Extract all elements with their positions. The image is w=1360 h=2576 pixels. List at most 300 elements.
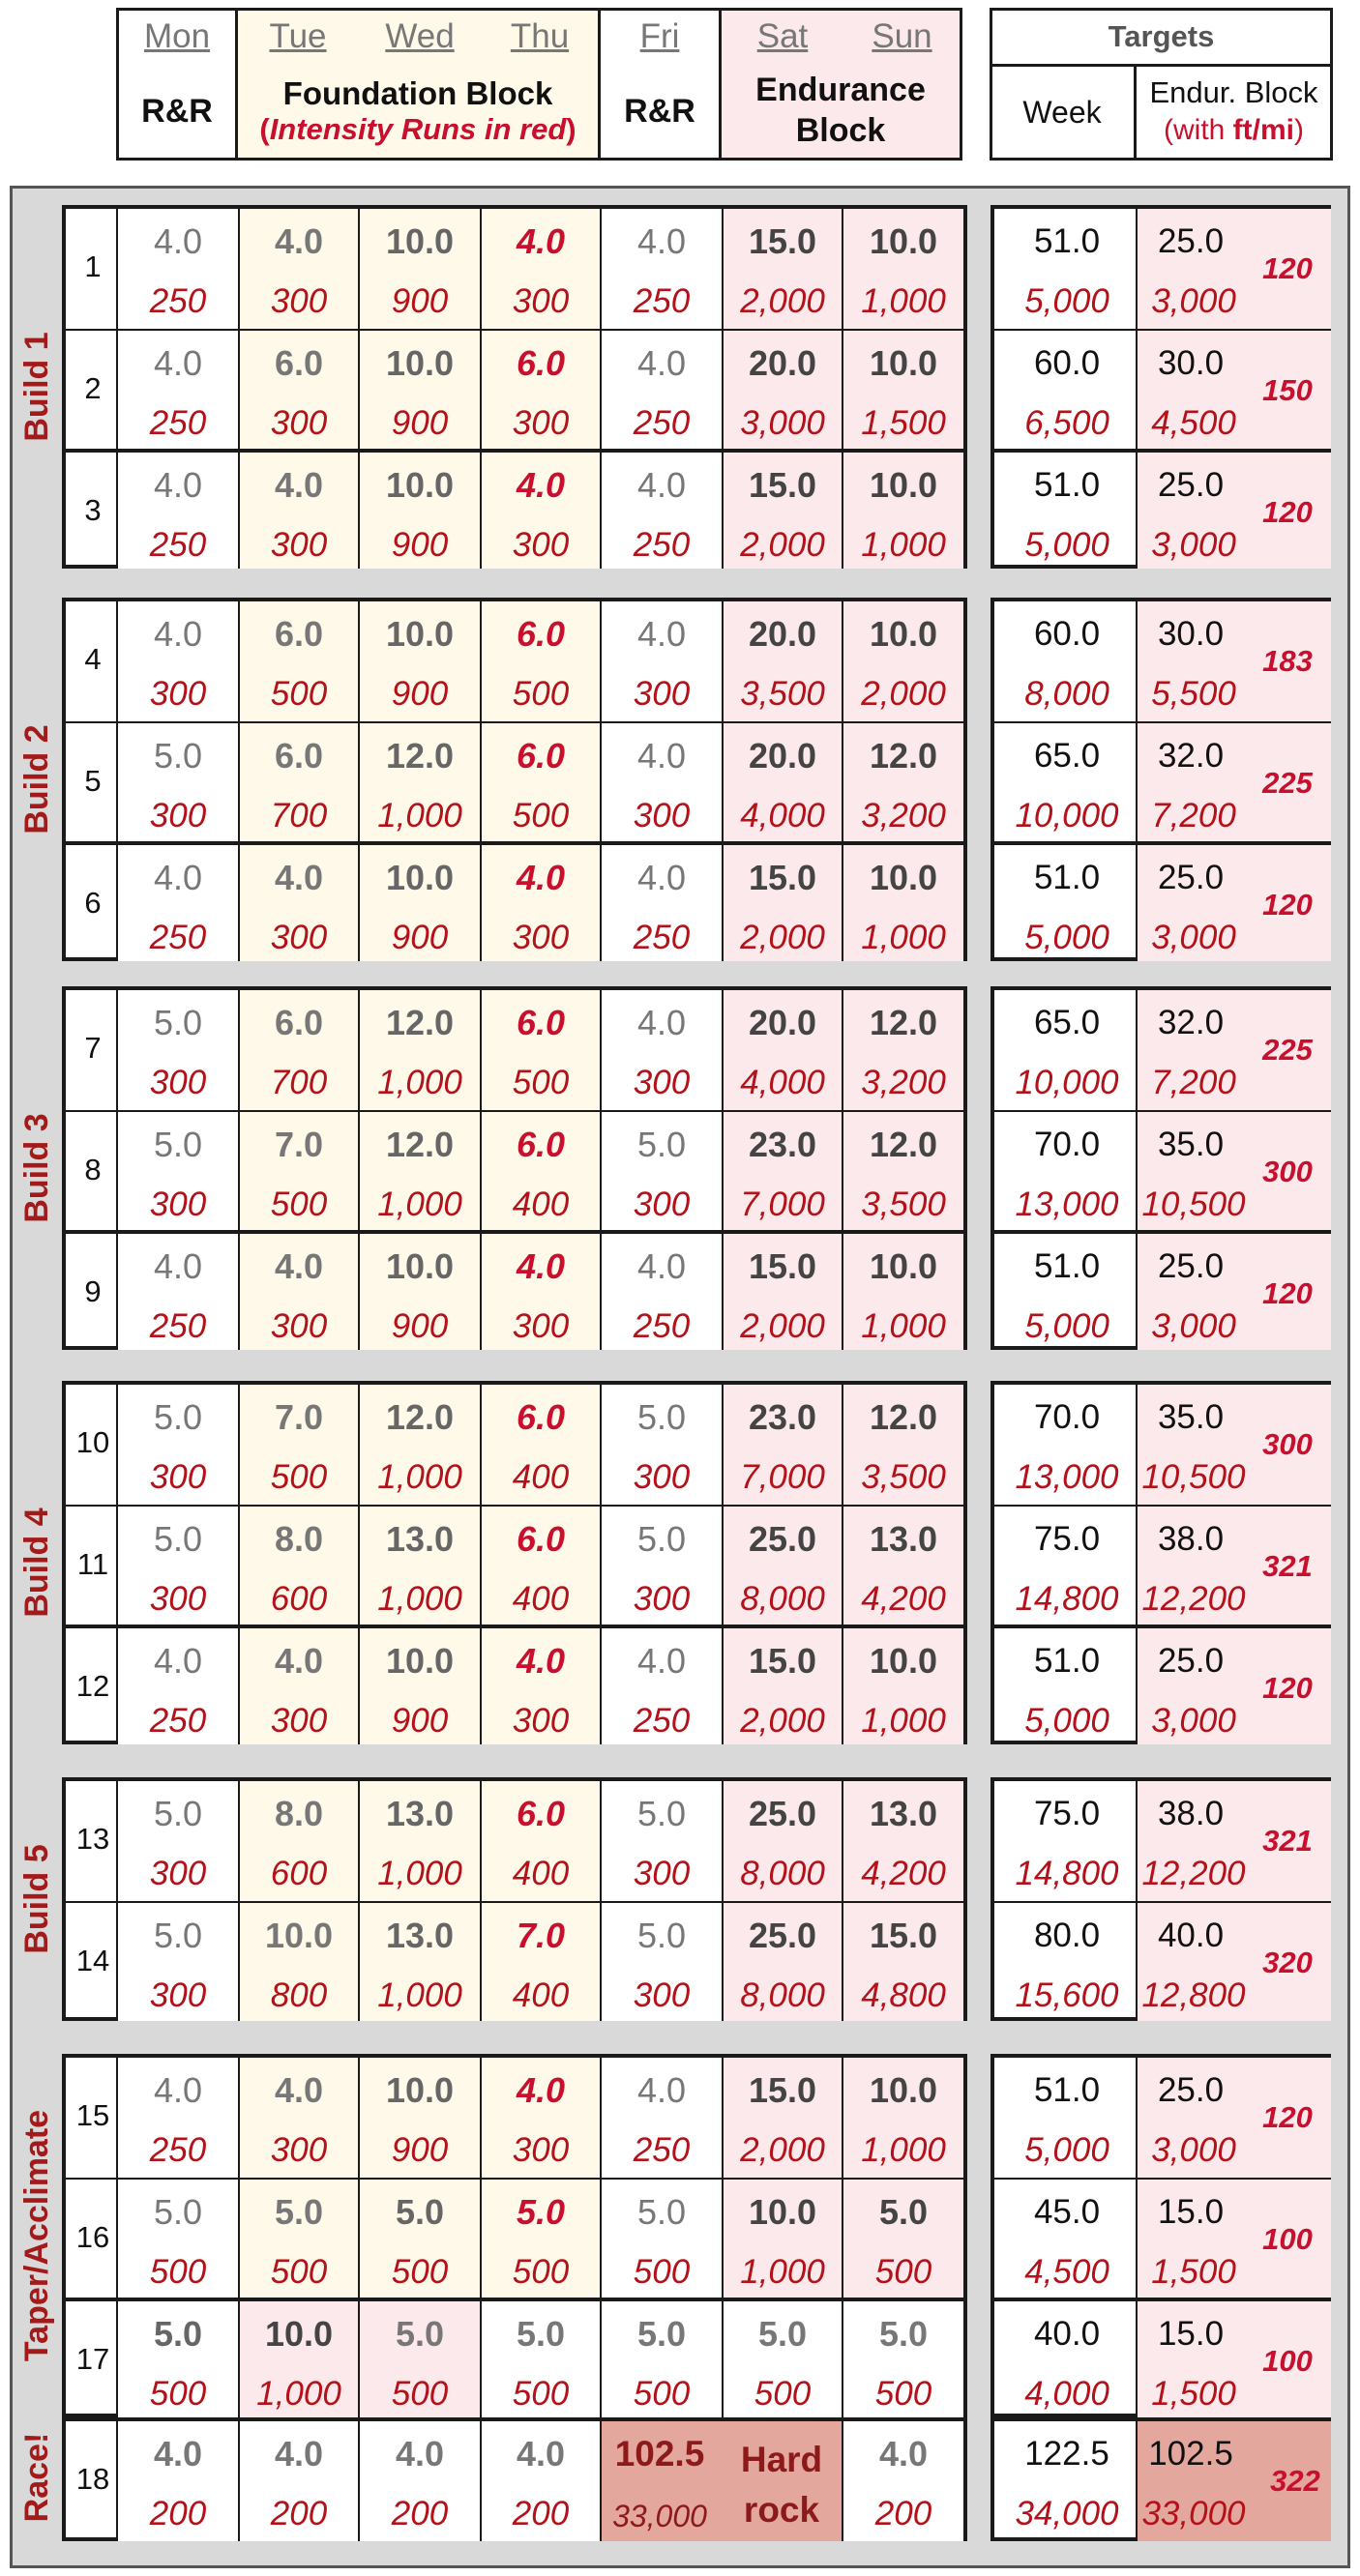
day-elevation: 500 (270, 1186, 328, 1223)
fri-rr-label: R&R (624, 93, 695, 130)
target-week-cell (994, 990, 1139, 1110)
target-week-cell (994, 721, 1139, 841)
target-ftmi: 322 (1270, 2464, 1320, 2498)
day-elevation: 400 (512, 1976, 570, 2014)
day-cell (238, 209, 358, 329)
foundation-title: Foundation Block (282, 75, 553, 111)
day-cell (842, 2178, 963, 2298)
day-cell (480, 2058, 600, 2178)
day-miles: 4.0 (153, 2070, 203, 2110)
day-miles: 6.0 (516, 1519, 566, 1559)
day-cell (722, 1625, 842, 1744)
week-table (62, 1381, 967, 1744)
target-endur-cell (1136, 2178, 1331, 2298)
week-number: 7 (84, 1031, 102, 1065)
day-cell (116, 329, 238, 449)
day-elevation: 250 (633, 1307, 691, 1345)
foundation-note-text: Intensity Runs in red (269, 112, 567, 146)
target-endur-miles: 35.0 (1157, 1126, 1225, 1163)
target-week-miles: 60.0 (1033, 615, 1101, 653)
day-miles: 10.0 (385, 343, 455, 383)
day-mon: Mon (143, 17, 211, 55)
day-elevation: 2,000 (740, 526, 825, 564)
day-cell (358, 2058, 480, 2178)
day-elevation: 600 (270, 1855, 328, 1892)
day-elevation: 1,000 (861, 282, 946, 320)
day-elevation: 7,000 (740, 1186, 825, 1223)
week-number: 15 (75, 2098, 110, 2132)
day-miles: 4.0 (274, 858, 324, 897)
week-number-cell (66, 2058, 120, 2178)
day-miles: 4.0 (274, 1246, 324, 1286)
day-elevation: 250 (149, 282, 207, 320)
day-miles: 5.0 (395, 2314, 445, 2354)
day-elevation: 3,500 (861, 1186, 946, 1223)
day-elevation: 500 (512, 2253, 570, 2291)
target-week-miles: 51.0 (1033, 2071, 1101, 2109)
target-endur-cell (1136, 1385, 1331, 1505)
week-number: 4 (84, 642, 102, 676)
target-week-cell (994, 1110, 1139, 1230)
day-cell (842, 1781, 963, 1901)
target-week-elevation: 10,000 (1015, 1064, 1119, 1101)
day-elevation: 900 (391, 1307, 449, 1345)
week-number: 2 (84, 371, 102, 405)
day-cell (842, 1901, 963, 2021)
day-elevation: 1,000 (377, 1976, 462, 2014)
day-elevation: 500 (391, 2375, 449, 2413)
day-cell (238, 329, 358, 449)
day-cell (600, 1385, 722, 1505)
target-week-cell (994, 1505, 1139, 1625)
day-cell (238, 2058, 358, 2178)
day-sat: Sat (756, 17, 809, 55)
race-name-2: rock (743, 2490, 820, 2530)
day-miles: 5.0 (636, 1519, 687, 1559)
day-cell (722, 329, 842, 449)
day-elevation: 1,000 (377, 1580, 462, 1618)
with-prefix: with (1172, 114, 1233, 146)
target-endur-elevation: 33,000 (1141, 2495, 1246, 2532)
day-miles: 13.0 (385, 1794, 455, 1833)
target-endur-elevation: 7,200 (1151, 1064, 1236, 1101)
day-miles: 4.0 (153, 343, 203, 383)
target-ftmi: 150 (1262, 373, 1313, 407)
day-elevation: 250 (149, 1307, 207, 1345)
day-miles: 4.0 (516, 2434, 566, 2474)
target-endur-elevation: 1,500 (1151, 2253, 1236, 2291)
day-cell (238, 721, 358, 841)
day-cell (600, 601, 722, 721)
week-number-cell (66, 209, 120, 329)
day-cell (842, 1625, 963, 1744)
day-cell (480, 990, 600, 1110)
day-cell (722, 1230, 842, 1350)
target-endur-elevation: 3,000 (1151, 919, 1236, 956)
day-elevation: 600 (270, 1580, 328, 1618)
day-miles: 12.0 (869, 1125, 938, 1164)
target-week-miles: 51.0 (1033, 1247, 1101, 1285)
block-label: Build 1 (18, 332, 55, 442)
day-elevation: 250 (149, 1702, 207, 1740)
day-cell (238, 2421, 358, 2541)
day-elevation: 300 (149, 797, 207, 834)
day-elevation: 400 (512, 1855, 570, 1892)
day-cell (722, 2058, 842, 2178)
target-week-miles: 75.0 (1033, 1520, 1101, 1558)
day-elevation: 300 (633, 1458, 691, 1496)
target-ftmi: 183 (1262, 644, 1313, 678)
day-elevation: 300 (149, 1976, 207, 2014)
day-miles: 10.0 (385, 2070, 455, 2110)
day-cell (600, 209, 722, 329)
day-miles: 10.0 (869, 858, 938, 897)
day-cell (722, 1110, 842, 1230)
day-miles: 5.0 (153, 1916, 203, 1955)
day-cell (116, 2178, 238, 2298)
day-elevation: 2,000 (740, 919, 825, 956)
day-cell (116, 721, 238, 841)
day-elevation: 250 (149, 919, 207, 956)
day-elevation: 250 (149, 2131, 207, 2169)
day-elevation: 500 (149, 2253, 207, 2291)
day-elevation: 300 (149, 1855, 207, 1892)
day-elevation: 500 (512, 1064, 570, 1101)
day-miles: 4.0 (516, 1246, 566, 1286)
target-week-cell (994, 329, 1139, 449)
day-miles: 5.0 (878, 2192, 929, 2232)
week-number-cell (66, 2421, 120, 2541)
day-elevation: 4,200 (861, 1580, 946, 1618)
day-cell (238, 1505, 358, 1625)
day-cell (600, 2058, 722, 2178)
target-endur-elevation: 7,200 (1151, 797, 1236, 834)
day-elevation: 300 (270, 404, 328, 442)
day-cell (238, 1110, 358, 1230)
target-week-cell (994, 2178, 1139, 2298)
day-cell (600, 2421, 842, 2541)
day-miles: 10.0 (385, 221, 455, 261)
day-elevation: 200 (149, 2495, 207, 2532)
day-miles: 4.0 (516, 1641, 566, 1681)
week-number-cell (66, 990, 120, 1110)
day-elevation: 500 (754, 2375, 812, 2413)
day-elevation: 500 (270, 2253, 328, 2291)
day-cell (600, 1230, 722, 1350)
week-number: 1 (84, 249, 102, 283)
day-cell (842, 841, 963, 961)
week-table (62, 986, 967, 1350)
day-cell (358, 1505, 480, 1625)
week-number-cell (66, 1110, 120, 1230)
day-thu: Thu (510, 17, 570, 55)
target-endur-cell (1136, 990, 1331, 1110)
target-week-elevation: 14,800 (1015, 1855, 1119, 1892)
target-week-elevation: 6,500 (1024, 404, 1109, 442)
day-cell (116, 1385, 238, 1505)
day-cell (480, 1781, 600, 1901)
day-elevation: 4,000 (740, 797, 825, 834)
day-miles: 4.0 (274, 221, 324, 261)
day-miles: 15.0 (748, 2070, 817, 2110)
day-miles: 5.0 (636, 2192, 687, 2232)
target-endur-miles: 30.0 (1157, 615, 1225, 653)
target-ftmi: 225 (1262, 766, 1313, 800)
day-miles: 15.0 (748, 1641, 817, 1681)
block-label: Race! (18, 2432, 55, 2523)
target-endur-miles: 38.0 (1157, 1520, 1225, 1558)
day-elevation: 2,000 (740, 282, 825, 320)
day-elevation: 1,000 (377, 1064, 462, 1101)
day-cell (480, 601, 600, 721)
target-endur-cell (1136, 721, 1331, 841)
target-endur-miles: 15.0 (1157, 2193, 1225, 2231)
target-week-cell (994, 2421, 1139, 2541)
day-miles: 12.0 (869, 736, 938, 776)
day-miles: 4.0 (636, 858, 687, 897)
day-miles: 4.0 (153, 1246, 203, 1286)
day-elevation: 8,000 (740, 1580, 825, 1618)
block-label: Build 5 (18, 1844, 55, 1954)
day-cell (480, 449, 600, 569)
day-miles: 5.0 (153, 1794, 203, 1833)
targets-table (990, 598, 1331, 961)
day-miles: 5.0 (153, 1003, 203, 1042)
target-endur-elevation: 4,500 (1151, 404, 1236, 442)
week-number-cell (66, 721, 120, 841)
day-elevation: 3,200 (861, 797, 946, 834)
day-miles: 10.0 (869, 343, 938, 383)
day-cell (238, 1385, 358, 1505)
target-endur-cell (1136, 1505, 1331, 1625)
day-elevation: 3,500 (861, 1458, 946, 1496)
day-elevation: 500 (512, 675, 570, 713)
day-miles: 5.0 (395, 2192, 445, 2232)
day-miles: 6.0 (274, 343, 324, 383)
target-endur-cell (1136, 1781, 1331, 1901)
target-week-miles: 51.0 (1033, 859, 1101, 896)
day-miles: 4.0 (274, 2434, 324, 2474)
week-number: 14 (75, 1944, 110, 1977)
day-miles: 6.0 (516, 1003, 566, 1042)
day-miles: 10.0 (264, 2314, 334, 2354)
day-cell (116, 601, 238, 721)
day-tue: Tue (269, 17, 327, 55)
target-ftmi: 120 (1262, 2100, 1313, 2134)
day-elevation: 250 (149, 404, 207, 442)
day-elevation: 1,000 (377, 1458, 462, 1496)
target-ftmi: 120 (1262, 251, 1313, 285)
day-cell (600, 1781, 722, 1901)
day-miles: 5.0 (153, 2192, 203, 2232)
day-cell (358, 990, 480, 1110)
day-elevation: 250 (633, 2131, 691, 2169)
target-week-elevation: 5,000 (1024, 1702, 1109, 1740)
day-miles: 4.0 (153, 858, 203, 897)
day-cell (722, 2298, 842, 2417)
day-miles: 5.0 (274, 2192, 324, 2232)
target-week-miles: 40.0 (1033, 2315, 1101, 2353)
day-elevation: 900 (391, 526, 449, 564)
day-miles: 13.0 (385, 1519, 455, 1559)
day-elevation: 900 (391, 2131, 449, 2169)
target-endur-miles: 25.0 (1157, 1247, 1225, 1285)
day-elevation: 1,000 (377, 1186, 462, 1223)
day-miles: 4.0 (153, 2434, 203, 2474)
day-elevation: 300 (270, 2131, 328, 2169)
day-elevation: 3,200 (861, 1064, 946, 1101)
target-week-elevation: 5,000 (1024, 2131, 1109, 2169)
day-elevation: 500 (512, 797, 570, 834)
day-miles: 4.0 (636, 614, 687, 654)
target-week-cell (994, 1230, 1139, 1350)
target-endur-elevation: 3,000 (1151, 526, 1236, 564)
day-cell (480, 721, 600, 841)
target-week-cell (994, 1625, 1139, 1744)
day-miles: 10.0 (385, 858, 455, 897)
target-ftmi: 120 (1262, 495, 1313, 529)
target-endur-elevation: 5,500 (1151, 675, 1236, 713)
day-elevation: 900 (391, 282, 449, 320)
day-cell (116, 1110, 238, 1230)
week-table (62, 2054, 967, 2417)
day-elevation: 3,500 (740, 675, 825, 713)
day-miles: 4.0 (636, 2070, 687, 2110)
target-endur-elevation: 12,200 (1141, 1580, 1246, 1618)
target-endur-miles: 25.0 (1157, 2071, 1225, 2109)
target-week-cell (994, 2298, 1139, 2417)
target-ftmi: 120 (1262, 1671, 1313, 1705)
day-miles: 12.0 (385, 1003, 455, 1042)
target-endur-cell (1136, 209, 1331, 329)
target-endur-miles: 30.0 (1157, 344, 1225, 382)
day-cell (600, 1901, 722, 2021)
day-miles: 4.0 (153, 465, 203, 505)
target-endur-miles: 32.0 (1157, 737, 1225, 775)
day-cell (842, 721, 963, 841)
day-cell (358, 449, 480, 569)
targets-title: Targets (1108, 19, 1215, 53)
day-elevation: 300 (512, 2131, 570, 2169)
day-miles: 12.0 (385, 1125, 455, 1164)
targets-table (990, 2054, 1331, 2417)
day-cell (238, 1625, 358, 1744)
day-cell (600, 841, 722, 961)
day-cell (600, 990, 722, 1110)
target-endur-elevation: 12,800 (1141, 1976, 1246, 2014)
day-elevation: 1,000 (256, 2375, 341, 2413)
target-endur-cell (1136, 449, 1331, 569)
day-elevation: 300 (149, 1186, 207, 1223)
day-cell (842, 2421, 963, 2541)
target-week-cell (994, 1385, 1139, 1505)
day-cell (480, 1901, 600, 2021)
day-elevation: 300 (633, 675, 691, 713)
day-cell (842, 329, 963, 449)
day-elevation: 300 (633, 1976, 691, 2014)
day-cell (238, 841, 358, 961)
target-endur-elevation: 10,500 (1141, 1458, 1246, 1496)
day-miles: 5.0 (516, 2192, 566, 2232)
day-elevation: 300 (633, 1186, 691, 1223)
day-miles: 4.0 (636, 343, 687, 383)
day-miles: 10.0 (385, 465, 455, 505)
week-number-cell (66, 2298, 120, 2417)
day-cell (116, 1505, 238, 1625)
day-cell (722, 1385, 842, 1505)
race-name-1: Hard (740, 2440, 823, 2479)
day-miles: 4.0 (274, 1641, 324, 1681)
day-elevation: 300 (512, 1702, 570, 1740)
day-elevation: 4,000 (740, 1064, 825, 1101)
target-week-miles: 51.0 (1033, 222, 1101, 260)
day-elevation: 500 (633, 2253, 691, 2291)
target-endur-miles: 25.0 (1157, 859, 1225, 896)
day-miles: 5.0 (636, 1397, 687, 1437)
day-elevation: 300 (633, 1855, 691, 1892)
day-elevation: 250 (633, 282, 691, 320)
day-miles: 8.0 (274, 1519, 324, 1559)
day-miles: 12.0 (385, 736, 455, 776)
day-elevation: 500 (874, 2253, 932, 2291)
day-miles: 4.0 (636, 1003, 687, 1042)
day-cell (722, 209, 842, 329)
day-miles: 10.0 (869, 1641, 938, 1681)
day-elevation: 300 (633, 797, 691, 834)
target-ftmi: 320 (1262, 1946, 1313, 1979)
day-elevation: 400 (512, 1580, 570, 1618)
day-miles: 4.0 (636, 221, 687, 261)
day-miles: 4.0 (636, 736, 687, 776)
day-elevation: 8,000 (740, 1976, 825, 2014)
day-miles: 5.0 (153, 1397, 203, 1437)
day-miles: 6.0 (516, 614, 566, 654)
target-endur-cell (1136, 1110, 1331, 1230)
day-elevation: 2,000 (861, 675, 946, 713)
day-miles: 4.0 (153, 614, 203, 654)
day-fri: Fri (639, 17, 680, 55)
day-cell (358, 329, 480, 449)
target-week-elevation: 34,000 (1015, 2495, 1119, 2532)
day-elevation: 500 (874, 2375, 932, 2413)
day-elevation: 300 (512, 919, 570, 956)
day-miles: 5.0 (636, 1794, 687, 1833)
day-cell (358, 2178, 480, 2298)
day-elevation: 400 (512, 1186, 570, 1223)
day-elevation: 300 (149, 1580, 207, 1618)
day-cell (116, 209, 238, 329)
target-week-cell (994, 841, 1139, 961)
day-elevation: 900 (391, 675, 449, 713)
target-week-miles: 70.0 (1033, 1126, 1101, 1163)
day-elevation: 700 (270, 797, 328, 834)
block-label: Build 4 (18, 1508, 55, 1618)
day-elevation: 1,000 (377, 1855, 462, 1892)
target-week-cell (994, 449, 1139, 569)
target-ftmi: 300 (1262, 1427, 1313, 1461)
day-cell (842, 990, 963, 1110)
target-endur-elevation: 10,500 (1141, 1186, 1246, 1223)
day-miles: 6.0 (274, 736, 324, 776)
day-cell (480, 1385, 600, 1505)
day-cell (358, 841, 480, 961)
day-elevation: 300 (270, 919, 328, 956)
day-cell (238, 990, 358, 1110)
day-miles: 5.0 (636, 1916, 687, 1955)
target-week-cell (994, 2058, 1139, 2178)
target-ftmi: 120 (1262, 888, 1313, 922)
day-elevation: 250 (149, 526, 207, 564)
